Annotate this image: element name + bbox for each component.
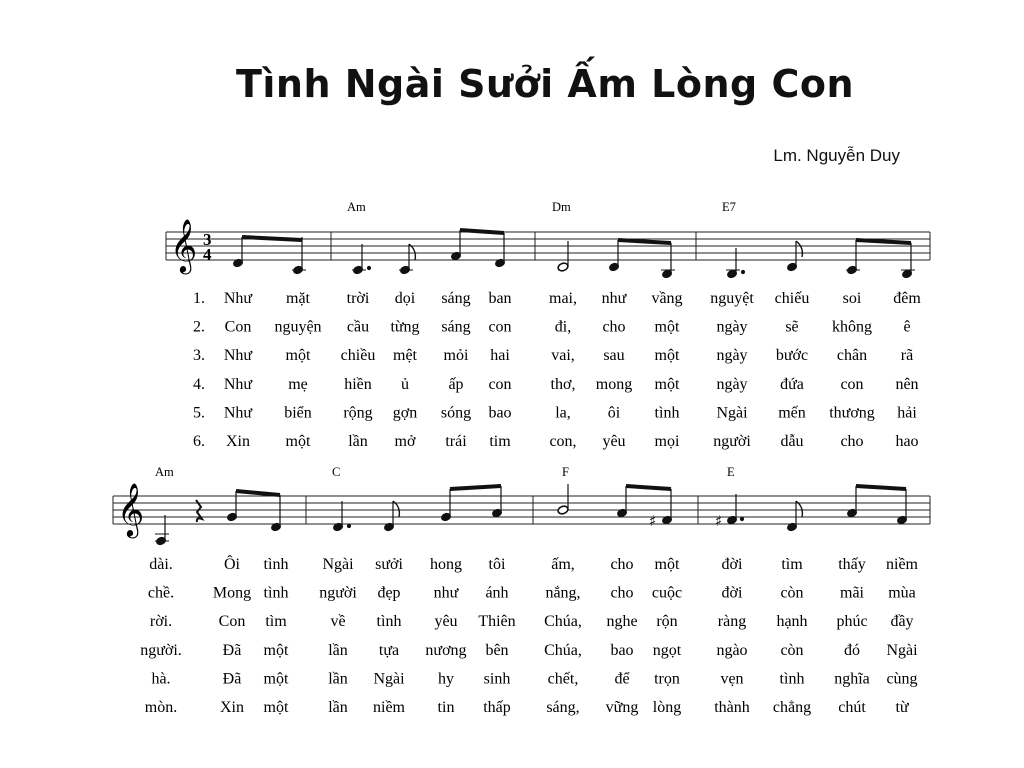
lyric-syllable: Chúa,: [544, 613, 582, 631]
lyric-syllable: la,: [555, 404, 571, 422]
lyric-syllable: như: [433, 584, 459, 602]
treble-clef-icon: 𝄞: [117, 482, 145, 536]
verse-number: 3.: [193, 347, 205, 365]
lyric-syllable: chề.: [147, 584, 175, 602]
lyric-syllable: đi,: [554, 318, 572, 336]
lyric-syllable: mong: [595, 375, 633, 393]
lyric-syllable: cuộc: [651, 584, 683, 602]
lyric-syllable: còn: [780, 584, 804, 602]
lyric-syllable: Con: [218, 613, 246, 631]
lyric-syllable: đời: [721, 556, 743, 573]
lyric-syllable: ngọt: [652, 641, 682, 659]
lyric-syllable: Đã: [222, 641, 242, 659]
lyric-syllable: ấp: [448, 375, 464, 393]
lyric-syllable: đêm: [893, 290, 921, 307]
lyric-syllable: chút: [838, 699, 866, 716]
lyric-syllable: sưởi: [375, 556, 403, 573]
lyric-syllable: tình: [779, 670, 805, 688]
lyric-syllable: một: [654, 375, 680, 393]
lyric-syllable: sáng,: [546, 699, 580, 716]
lyric-syllable: thấp: [483, 699, 511, 716]
lyric-syllable: một: [654, 347, 680, 365]
lyric-syllable: lần: [328, 699, 348, 716]
verse-number: 6.: [193, 433, 205, 450]
lyric-syllable: thành: [714, 699, 750, 716]
lyric-syllable: Chúa,: [544, 641, 582, 659]
chord-symbol: Dm: [552, 200, 571, 214]
chord-symbol: F: [562, 465, 569, 479]
song-title: Tình Ngài Sưởi Ấm Lòng Con: [235, 62, 855, 106]
staff-system-1: [166, 232, 930, 260]
sharp-icon: ♯: [715, 512, 723, 530]
lyric-syllable: rộn: [656, 613, 678, 631]
lyric-syllable: trái: [445, 433, 467, 450]
lyric-syllable: yêu: [602, 433, 626, 450]
lyrics-system-2: [140, 554, 918, 716]
lyric-syllable: hy: [438, 670, 454, 688]
lyric-syllable: Ngài: [716, 404, 748, 422]
lyric-syllable: ban: [488, 290, 512, 307]
lyric-syllable: con: [488, 318, 512, 336]
lyric-syllable: bên: [485, 641, 509, 659]
lyric-syllable: thương: [829, 404, 875, 422]
lyric-syllable: tình: [376, 613, 402, 631]
lyric-syllable: bước: [775, 347, 809, 365]
lyric-syllable: Ôi: [224, 556, 240, 573]
lyric-syllable: nên: [895, 375, 919, 393]
lyric-syllable: cầu: [346, 318, 370, 336]
notes-system-2: [155, 484, 907, 546]
verse-number: 5.: [193, 404, 205, 422]
lyric-syllable: Đã: [222, 670, 242, 688]
lyric-syllable: ngày: [716, 375, 748, 393]
lyric-syllable: sáng: [441, 318, 471, 336]
lyric-syllable: nghe: [606, 613, 638, 631]
chord-symbol: Am: [347, 200, 366, 214]
lyric-syllable: yêu: [434, 613, 458, 631]
lyric-syllable: bao: [488, 404, 512, 422]
chord-symbol: C: [332, 465, 341, 479]
lyric-syllable: ê: [903, 318, 911, 336]
lyric-syllable: vầng: [651, 290, 683, 307]
lyric-syllable: Như: [223, 375, 253, 393]
lyric-syllable: tình: [654, 404, 680, 422]
lyric-syllable: mến: [778, 404, 806, 422]
lyric-syllable: chẳng: [772, 699, 812, 716]
lyric-syllable: ấm,: [551, 556, 575, 573]
lyric-syllable: hà.: [151, 670, 171, 688]
lyric-syllable: sẽ: [785, 318, 799, 336]
composer-credit: Lm. Nguyễn Duy: [773, 146, 900, 165]
lyric-syllable: từng: [390, 318, 420, 336]
chord-symbol: E: [727, 465, 735, 479]
lyric-syllable: hao: [895, 433, 919, 450]
lyric-syllable: rộng: [343, 404, 373, 422]
lyric-syllable: sau: [603, 347, 625, 365]
lyric-syllable: Con: [224, 318, 252, 336]
lyric-syllable: sáng: [441, 290, 471, 307]
lyric-syllable: phúc: [836, 613, 868, 631]
lyric-syllable: rời.: [149, 613, 173, 631]
lyric-syllable: Ngài: [373, 670, 405, 688]
lyric-syllable: một: [285, 347, 311, 365]
lyric-syllable: một: [285, 433, 311, 450]
lyric-syllable: Như: [223, 404, 253, 422]
lyric-syllable: soi: [842, 290, 862, 307]
lyric-syllable: như: [601, 290, 627, 307]
lyric-syllable: hiền: [344, 375, 372, 393]
lyric-syllable: mùa: [888, 584, 916, 602]
lyric-syllable: đầy: [890, 613, 914, 631]
lyric-syllable: ôi: [607, 404, 621, 422]
lyric-syllable: mai,: [549, 290, 577, 307]
lyric-syllable: từ: [895, 699, 909, 716]
lyric-syllable: mọi: [654, 433, 680, 450]
lyric-syllable: ánh: [485, 584, 509, 602]
lyric-syllable: biển: [284, 404, 312, 422]
lyric-syllable: về: [330, 613, 346, 631]
lyric-syllable: cho: [610, 584, 634, 602]
lyric-syllable: tình: [263, 584, 289, 602]
lyric-syllable: một: [263, 641, 289, 659]
lyric-syllable: tìm: [265, 613, 287, 631]
lyric-syllable: Như: [223, 290, 253, 307]
lyric-syllable: Thiên: [478, 613, 516, 631]
verse-number: 1.: [193, 290, 205, 307]
lyric-syllable: Như: [223, 347, 253, 365]
lyric-syllable: dọi: [394, 290, 416, 307]
lyric-syllable: con: [840, 375, 864, 393]
lyric-syllable: mẹ: [288, 375, 308, 393]
lyric-syllable: người.: [140, 641, 182, 659]
time-signature-top: 3: [203, 230, 212, 249]
lyric-syllable: còn: [780, 641, 804, 659]
lyric-syllable: chiếu: [774, 290, 810, 307]
lyric-syllable: chết,: [547, 670, 579, 688]
lyric-syllable: một: [263, 699, 289, 716]
lyric-syllable: thơ,: [550, 375, 576, 393]
lyric-syllable: ràng: [717, 613, 747, 631]
lyric-syllable: trời: [346, 290, 370, 307]
verse-number: 4.: [193, 375, 205, 393]
lyric-syllable: Mong: [212, 584, 252, 602]
lyric-syllable: tìm: [781, 556, 803, 573]
lyric-syllable: mỏi: [443, 347, 469, 365]
lyric-syllable: không: [832, 318, 872, 336]
lyric-syllable: vững: [605, 699, 639, 716]
lyric-syllable: cho: [840, 433, 864, 450]
lyric-syllable: cùng: [886, 670, 918, 688]
lyric-syllable: tim: [489, 433, 511, 450]
lyric-syllable: vẹn: [720, 670, 744, 688]
notes-system-1: [233, 230, 915, 279]
lyric-syllable: thấy: [838, 556, 866, 573]
lyric-syllable: con,: [549, 433, 577, 450]
lyric-syllable: đó: [844, 641, 860, 659]
lyric-syllable: niềm: [886, 556, 918, 573]
lyric-syllable: mệt: [393, 347, 417, 365]
lyric-syllable: một: [263, 670, 289, 688]
lyric-syllable: đời: [721, 584, 743, 602]
lyric-syllable: nương: [425, 641, 467, 659]
lyric-syllable: chiều: [340, 347, 376, 365]
sharp-icon: ♯: [649, 512, 657, 530]
lyric-syllable: rã: [900, 347, 914, 365]
lyric-syllable: Ngài: [322, 556, 354, 573]
lyric-syllable: một: [654, 318, 680, 336]
chord-symbol: Am: [155, 465, 174, 479]
lyric-syllable: gợn: [392, 404, 418, 422]
lyric-syllable: sinh: [483, 670, 511, 688]
lyric-syllable: để: [614, 670, 630, 688]
lyric-syllable: một: [654, 556, 680, 573]
lyric-syllable: người: [713, 433, 751, 450]
lyric-syllable: mặt: [286, 290, 310, 307]
lyric-syllable: trọn: [654, 670, 680, 688]
lyric-syllable: tôi: [488, 556, 506, 573]
lyric-syllable: hai: [490, 347, 510, 365]
lyric-syllable: tin: [437, 699, 455, 716]
lyric-syllable: con: [488, 375, 512, 393]
lyric-syllable: ngày: [716, 318, 748, 336]
note: [557, 262, 569, 272]
lyric-syllable: hạnh: [776, 613, 808, 631]
chord-symbol: E7: [722, 200, 736, 214]
lyric-syllable: dẫu: [780, 433, 804, 450]
lyric-syllable: cho: [610, 556, 634, 573]
lyric-syllable: ủ: [401, 375, 409, 393]
lyric-syllable: mòn.: [144, 699, 178, 716]
verse-number: 2.: [193, 318, 205, 336]
lyric-syllable: nguyện: [274, 318, 322, 336]
lyric-syllable: lần: [348, 433, 368, 450]
lyric-syllable: vai,: [551, 347, 575, 365]
lyric-syllable: lòng: [652, 699, 682, 716]
lyric-syllable: hong: [430, 556, 462, 573]
lyric-syllable: bao: [610, 641, 634, 659]
lyric-syllable: lần: [328, 670, 348, 688]
lyric-syllable: mãi: [840, 584, 864, 602]
time-signature-bottom: 4: [203, 245, 212, 264]
lyric-syllable: Xin: [226, 433, 250, 450]
treble-clef-icon: 𝄞: [170, 218, 198, 272]
lyric-syllable: cho: [602, 318, 626, 336]
lyric-syllable: hải: [897, 404, 917, 422]
lyric-syllable: đẹp: [377, 584, 401, 602]
lyric-syllable: nắng,: [545, 584, 581, 602]
lyric-syllable: ngào: [716, 641, 748, 659]
lyric-syllable: ngày: [716, 347, 748, 365]
lyric-syllable: dài.: [149, 556, 173, 573]
lyric-syllable: chân: [836, 347, 868, 365]
lyric-syllable: Xin: [220, 699, 244, 716]
lyric-syllable: sóng: [440, 404, 472, 422]
lyric-syllable: mở: [394, 433, 416, 450]
lyric-syllable: tình: [263, 556, 289, 573]
lyric-syllable: đứa: [780, 375, 804, 393]
lyric-syllable: lần: [328, 641, 348, 659]
lyric-syllable: niềm: [373, 699, 405, 716]
lyrics-system-1: [193, 290, 921, 450]
lyric-syllable: người: [319, 584, 357, 602]
note: [557, 505, 569, 515]
lyric-syllable: nguyệt: [710, 290, 754, 307]
lyric-syllable: nghĩa: [834, 670, 870, 688]
lyric-syllable: tựa: [378, 641, 400, 659]
lyric-syllable: Ngài: [886, 641, 918, 659]
